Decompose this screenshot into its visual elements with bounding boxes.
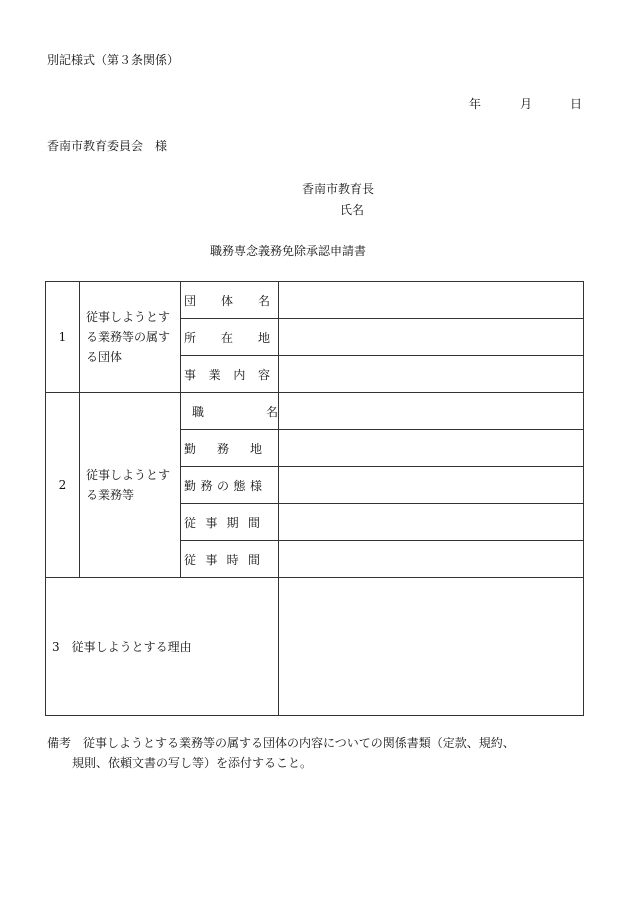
form-reference: 別記様式（第３条関係） (47, 53, 180, 67)
item-position-label: 職名 (192, 404, 278, 419)
item-position (181, 393, 279, 430)
remarks-line-1: 備考 従事しようとする業務等の属する団体の内容についての関係書類（定款、規約、 (47, 736, 515, 750)
item-location-label: 所在地 (184, 330, 270, 345)
organization-name-field[interactable] (279, 282, 584, 319)
application-form-table (45, 281, 584, 716)
item-work-mode (181, 467, 279, 504)
reason-field[interactable] (279, 578, 584, 716)
section1-label: 従事しようとする業務等の属する団体 (80, 282, 181, 393)
business-content-field[interactable] (279, 356, 584, 393)
work-mode-field[interactable] (279, 467, 584, 504)
section1-number: 1 (46, 282, 80, 393)
item-period-label: 従事期間 (184, 515, 260, 530)
section1-row-1 (46, 282, 584, 319)
section2-number: 2 (46, 393, 80, 578)
item-organization-name-label: 団体名 (184, 293, 270, 308)
section2-row-1 (46, 393, 584, 430)
item-work-mode-label: 勤務の態様 (184, 478, 262, 493)
item-business-content (181, 356, 279, 393)
section2-label: 従事しようとする業務等 (80, 393, 181, 578)
date-month-label: 月 (520, 97, 533, 111)
item-organization-name (181, 282, 279, 319)
remarks-line-2: 規則、依頼文書の写し等）を添付すること。 (72, 756, 313, 770)
date-day-label: 日 (570, 97, 583, 111)
workplace-field[interactable] (279, 430, 584, 467)
item-location (181, 319, 279, 356)
document-title: 職務専念義務免除承認申請書 (210, 244, 367, 258)
item-business-content-label: 事業内容 (184, 367, 270, 382)
section3-label: 3 従事しようとする理由 (46, 578, 279, 716)
sender-organization: 香南市教育長 (302, 182, 375, 196)
section3-row (46, 578, 584, 716)
sender-name-label: 氏名 (340, 203, 365, 217)
addressee: 香南市教育委員会 様 (47, 139, 168, 153)
location-field[interactable] (279, 319, 584, 356)
position-field[interactable] (279, 393, 584, 430)
item-hours (181, 541, 279, 578)
item-workplace-label: 勤務地 (184, 441, 262, 456)
item-workplace (181, 430, 279, 467)
hours-field[interactable] (279, 541, 584, 578)
period-field[interactable] (279, 504, 584, 541)
item-period (181, 504, 279, 541)
item-hours-label: 従事時間 (184, 552, 260, 567)
date-year-label: 年 (469, 97, 482, 111)
